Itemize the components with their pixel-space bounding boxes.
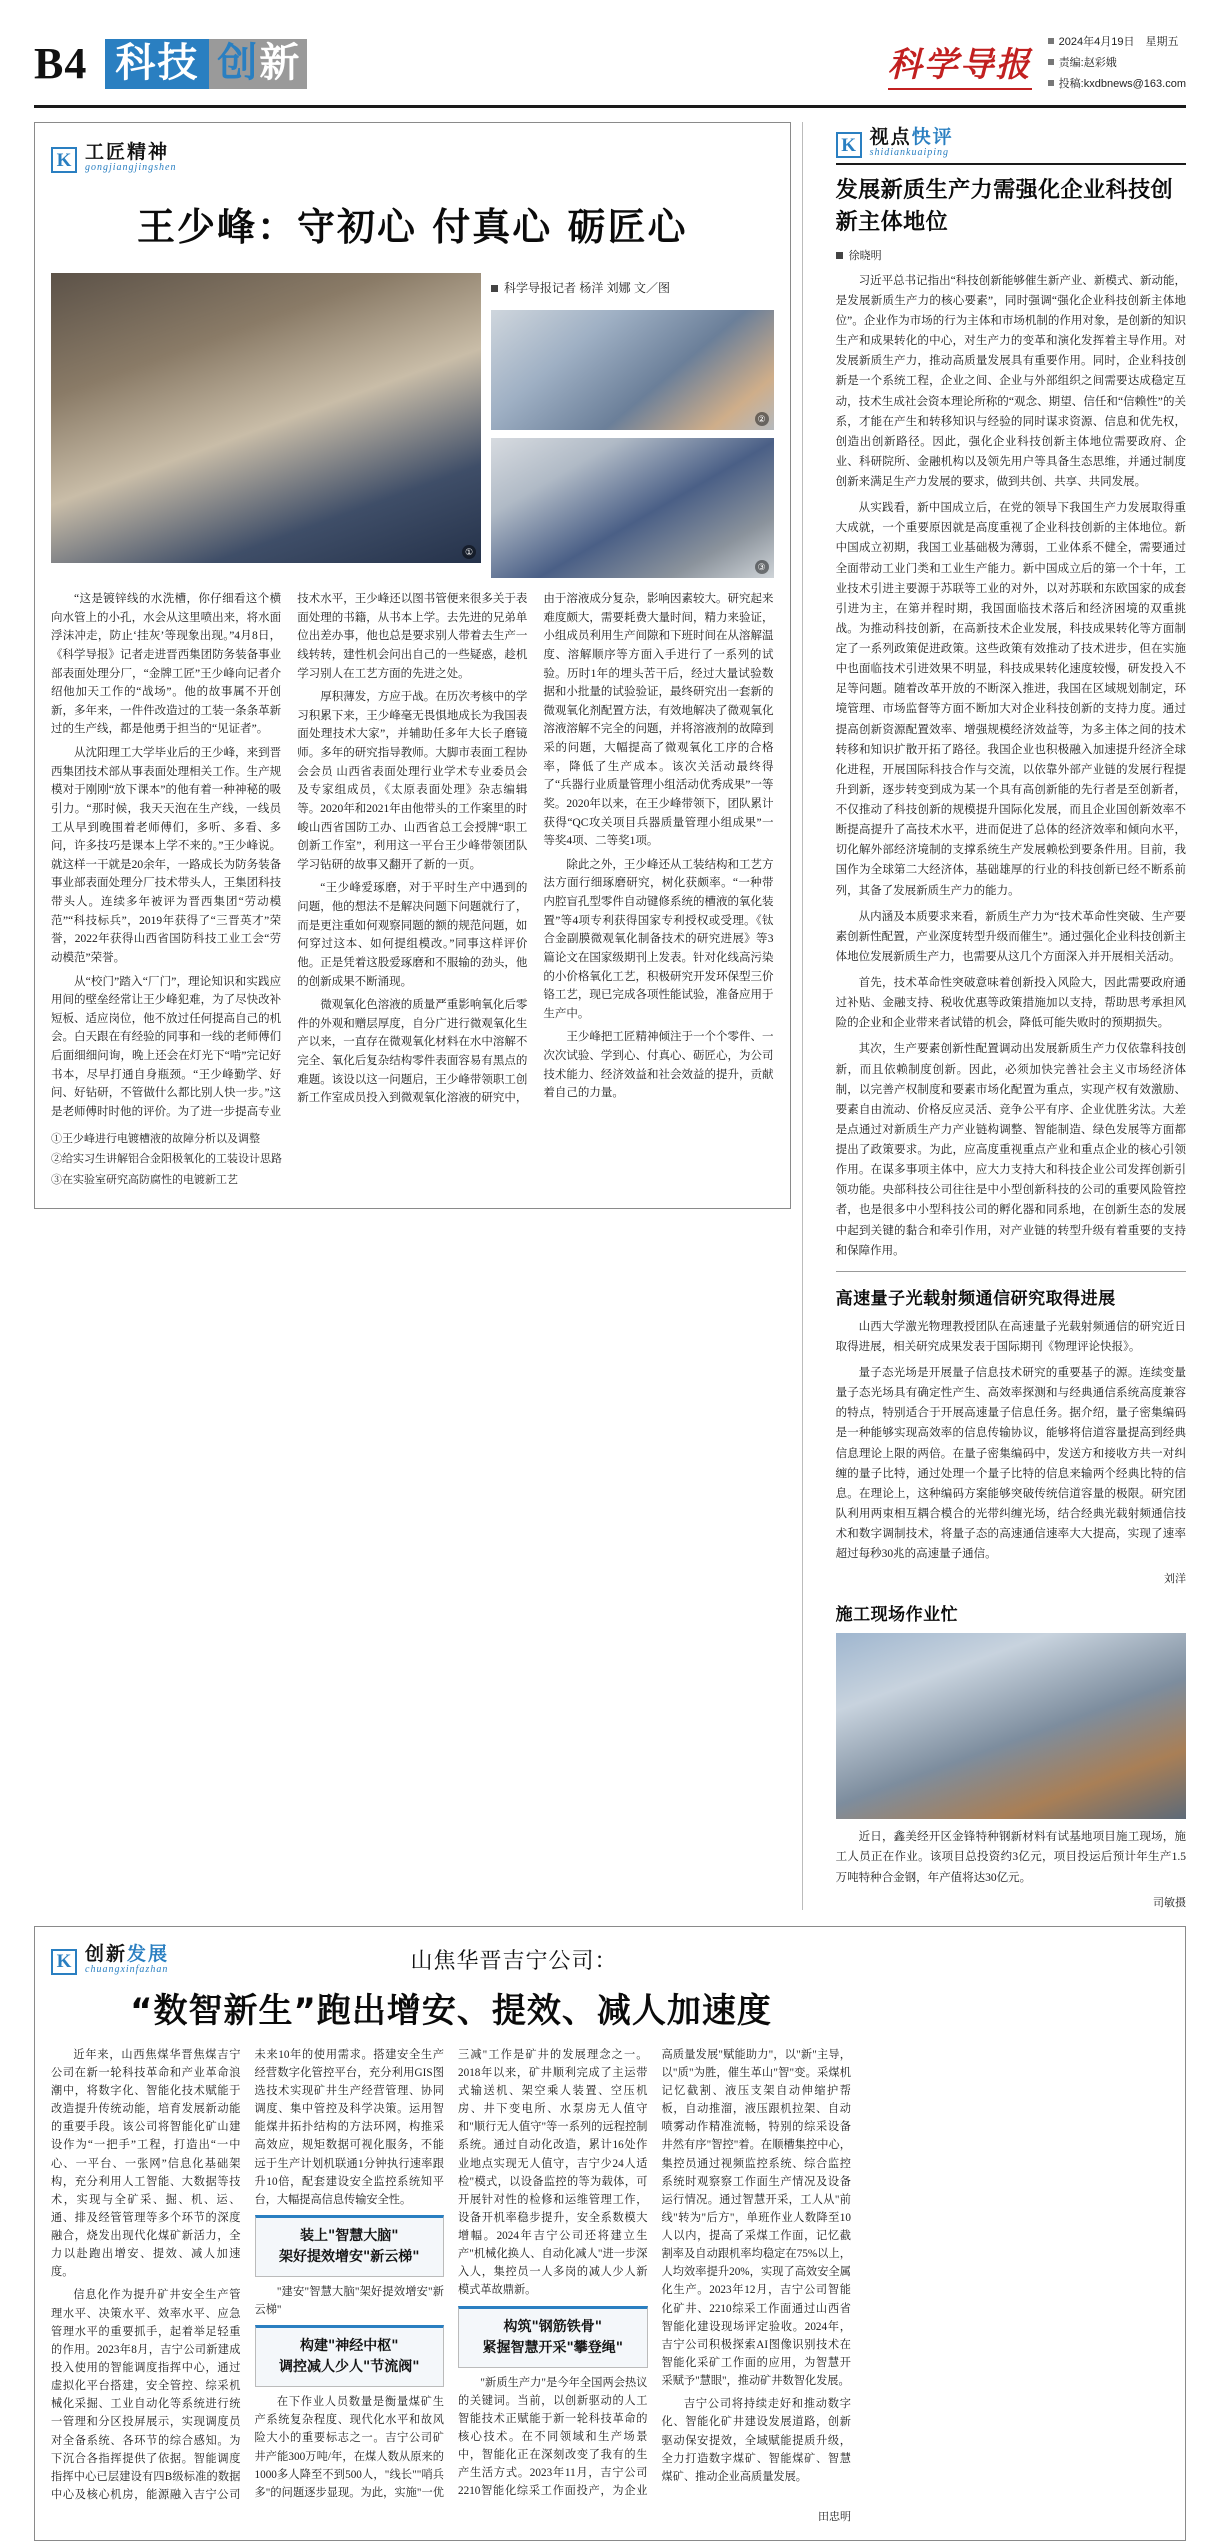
issue-info [1048,32,1186,95]
bottom-paragraph: 信息化作为提升矿井安全生产管理水平、决策水平、效率水平、应急管理水平的重要抓手，起着举足轻重的作用。2023年8月，吉宁公司新建成投入使用的智能调度指挥中心，通过虚拟化平台搭建，安全管控、综采机械化采掘、工业自动化等系统进行统一管理和分区投屏展示，实现调度员对全备系统、各环节的综合感知。为下沉合各指挥提供了依据。智能调度指挥中心已层建设有四B级标准的数据中心及核心机房，能源融入吉宁公司未来10年的使用需求。搭建安全生产经营数字化管控平台，充分利用GIS图选技术实现矿井生产经营管理、协同调度、集中管控及科学决策。运用智能煤井拓扑结构的方法环网，构推采高效应，规矩数据可视化服务，不能远于生产计划机联通1分钟执行速率跟升10倍，配套建设安全监控系统知平台，大幅提高信息传输安全性。 [51,2048,444,2502]
quantum-article-signature: 刘洋 [1164,1573,1186,1586]
divider [836,1271,1186,1272]
opinion-column-title-part1: 视点 [869,126,912,148]
innovation-title-part2: 发展 [127,1942,170,1965]
section-brand [105,39,307,89]
subhead-box-2-line1: 构建"神经中枢" [299,2338,399,2355]
opinion-paragraph: 从内涵及本质要求来看，新质生产力为“技术革命性突破、生产要素创新性配置，产业深度转型升级而催生”。通过强化企业科技创新主体地位发展新质生产力，也需要从这几个方面深入并开展相关活动。 [835,910,1186,963]
opinion-column-head-text [870,122,954,158]
photo-main-lab [51,273,481,563]
bottom-headline: “数智新生”跑出增安、提效、减人加速度 [130,1990,772,2031]
photo-equipment-number: ③ [755,560,769,574]
right-column [836,122,1186,1910]
feature-column-head-text [85,137,176,173]
issue-submit: 投稿:kxdbnews@163.com [1048,74,1186,95]
opinion-column-head [836,122,1186,165]
feature-column-pinyin: gongjiangjingshen [85,162,177,173]
left-column [34,122,791,1910]
innovation-column-head-text [85,1939,169,1975]
bottom-article [34,1926,1186,2541]
opinion-paragraph: 习近平总书记指出“科技创新能够催生新产业、新模式、新动能，是发展新质生产力的核心要素”，同时强调“强化企业科技创新主体地位”。企业作为市场的行为主体和市场机制的作用对象，是创新的知识生产和成果转化的中心，对生产力的变革和演化发挥着主导作用。对发展新质生产力，推动高质量发展具有重要作用。同时，企业科技创新是一个系统工程，企业之间、企业与外部组织之间需要达成稳定互动，技术生成社会资本理论所称的“观念、期望、信任和“信赖性”的关系，才能在产生和转移知识与经验的同时谋求资源、信息和优先权，创造出创新路径。因此，强化企业科技创新主体地位需要政府、企业、科研院所、金融机构以及领先用户等具备生态思维，并通过制度创新来满足生产力发展的要求，做到共创、共享、共同发展。 [835,274,1186,489]
subhead-box-2-line2: 调控减人少人"节流阀" [278,2359,420,2376]
feature-paragraph: 微观氧化色溶液的质量严重影响氧化后零件的外观和赠层厚度，自分广进行微观氧化生产以来，一直存在微观氧化材料在水中溶解不完全、氧化后复杂结构零件表面容易有黑点的难题。该设以这一问题启，王少峰带领职工创新工作室成员投入到微观氧化溶液的研究中，由于溶液成分复杂，影响因素较大。研究起来难度颇大，需要耗费大量时间，精力来验证，小组成员利用生产间隙和下班时间在从溶解温度、溶解顺序等方面入手进行了一系列的试验。历时1年的埋头苦干后，经过大量试验数据和小批量的试验验证，最终研究出一套新的微观氧化剂配置方法，有效地解决了微观氧化溶液溶解不完全的问题，并将溶液剂的故障到采的问题，大幅提高了微观氧化工序的合格率，降低了生产成本。该次关活动最终得了“兵器行业质量管理小组活动优秀成果”一等奖。2020年以来，在王少峰带领下，团队累计获得“QC攻关项目兵器质量管理小组成果”一等奖4项、二等奖1项。 [297,593,774,1105]
innovation-head-spacer [177,1942,851,1975]
photo-teaching-number: ② [755,412,769,426]
feature-photo-row [51,273,774,578]
subhead-box-2 [255,2325,445,2387]
k-badge-icon: K [836,132,862,158]
opinion-body [836,271,1186,1261]
opinion-title: 发展新质生产力需强化企业科技创新主体地位 [835,178,1174,235]
photo-equipment [491,438,774,578]
feature-body [51,590,774,1122]
opinion-column-pinyin: shidiankuaiping [869,147,950,158]
feature-captions [51,1130,774,1190]
feature-column-title: 工匠精神 [85,141,170,163]
opinion-column-title-part2: 快评 [911,126,954,148]
feature-article [34,122,791,1209]
opinion-author: 徐晓明 [836,247,1186,263]
quantum-paragraph: 山西大学激光物理教授团队在高速量子光载射频通信的研究近日取得进展，相关研究成果发表于国际期刊《物理评论快报》。 [835,1320,1186,1353]
subhead-box-3-line2: 紧握智慧开采"攀登绳" [482,2339,624,2356]
bottom-left [51,1939,851,2525]
bottom-signature: 田忠明 [818,2511,851,2524]
main-body [34,122,1186,1910]
paper-logo: 科学导报 [888,37,1032,90]
construction-article-signature: 司敏摄 [1153,1896,1186,1909]
photo-teaching [491,310,774,430]
feature-paragraph: 厚积薄发，方应于战。在历次考核中的学习积累下来，王少峰毫无畏惧地成长为我国表面处理技术大家”，并辅助任多年大长子磨镜师。多年的研究指导教师。大脚市表面工程协会会员 山西省表面处理行业学术专业委员会及专家组成员，《太原表面处理》杂志编辑等。2020年和2021年由他带头的工作案里的时峻山西省国防工办、山西省总工会授牌“职工创新工作室”，利用这一平台王少峰带领团队学习钻研的故事又翻开了新的一页。 [297,691,528,871]
innovation-title-part1: 创新 [85,1942,128,1965]
bottom-kicker: 山焦华晋吉宁公司： [410,1948,618,1974]
issue-date: 2024年4月19日 星期五 [1048,32,1186,53]
feature-paragraph: 王少峰把工匠精神倾注于一个个零件、一次次试验、学到心、付真心、砺匠心，为公司技术能力、经济效益和社会效益的提升，贡献着自己的力量。 [543,1031,774,1100]
feature-byline: 科学导报记者 杨洋 刘娜 文／图 [491,279,774,296]
caption-item: ②给实习生讲解铝合金阳极氧化的工装设计思路 [51,1153,282,1166]
bottom-paragraph: 吉宁公司将持续走好和推动数字化、智能化矿井建设发展道路，创新驱动保安提效，全域赋能提质升级，全力打造数字煤矿、智能煤矿、智慧煤矿、推动企业高质量发展。 [661,2398,851,2483]
photo-main-number: ① [462,545,476,559]
bottom-paragraph: "新质生产力"是今年全国两会热议的关键词。当前，以创新驱动的人工智能技术正赋能于新一轮科技革命的核心技术。在不同领域和生产场景中，智能化正在深刻改变了我有的生产生活方式。2023年11月，吉宁公司2210智能化综采工作面投产，为企业高质量发展"赋能助力"，以"新"主导，以"质"为胜，催生革山"智"变。采煤机记忆截割、液压支架自动伸缩护帮板，自动推溜，液压跟机拉架、自动喷雾动作精准流畅，特别的综采设备井然有序"智控"着。在顺槽集控中心，集控员通过视频监控系统、综合监控系统时观察察工作面生产情况及设备运行情况。通过智慧开采，工人从"前线"转为"后方"，单班作业人数降至10人以内，提高了采煤工作面，记忆截割率及自动跟机率均稳定在75%以上，人均效率提升20%，实现了高效安全属化生产。2023年12月，吉宁公司智能化矿井、2210综采工作面通过山西省智能化建设现场评定验收。2024年，吉宁公司积极探索AI图像识别技术在智能化采矿工作面的应用，为智慧开采赋予"慧眼"，推动矿井数智化发展。 [458,2048,851,2498]
quantum-article-title: 高速量子光载射频通信研究取得进展 [835,1288,1116,1309]
construction-paragraph: 近日，鑫美经开区金锋特种钢新材料有试基地项目施工现场，施工人员正在作业。该项目总投资约3亿元，项目投运后预计年生产1.5万吨特种合金钢，年产值将达30亿元。 [835,1831,1186,1884]
masthead-right [888,32,1186,95]
feature-paragraph: 从沈阳理工大学毕业后的王少峰，来到晋西集团技术部从事表面处理相关工作。生产规模对于刚刚“放下课本”的他有着一种神秘的吸引力。“那时候，我天天泡在生产线，一线员工从早到晚围着老师傅们，多听、多看、多问，许多技巧是课本上学不来的。”王少峰说。就这样一干就是20余年，一路成长为防务装备事业部表面处理分厂技术带头人，王集团科技带头人。连续多年被评为晋西集团“劳动模范”“科技标兵”，2019年获得了“三晋英才”荣誉，2022年获得山西省国防科技工业工会“劳动模范”荣誉。 [51,747,282,964]
innovation-column-title [85,1939,169,1966]
innovation-column-pinyin: chuangxinfazhan [85,1963,169,1975]
innovation-column-head [51,1939,851,1975]
bottom-paragraph: 在下作业人员数量是衡量煤矿生产系统复杂程度、现代化水平和故风险大小的重要标志之一。吉宁公司矿井产能300万吨/年，在煤人数从原来的1000多人降至不到500人，"线长""哨兵多"的问题逐步显现。为此，实施"一优三减"工作是矿井的发展理念之一。2018年以来，矿井顺利完成了主运带式输送机、架空乘人装置、空压机房、井下变电所、水泵房无人值守和"顺行无人值守"等一系列的远程控制系统。通过自动化改造，累计16处作业地点实现无人值守，吉宁少24人适检"模式，以设备监控的等为载体，可开展针对性的检修和运维管理工作，设备开机率稳步提升，安全系数模大增幅。2024年吉宁公司还将建立生产"机械化换人、自动化减人"进一步深入人，集控员一人多岗的减人少人新模式革故鼎新。 [254,2048,648,2499]
bottom-body [51,2046,851,2505]
opinion-column-title [870,122,954,149]
masthead [34,22,1186,108]
feature-photo-side [491,273,774,578]
page-number: B4 [34,39,88,88]
photo-construction-site [836,1633,1186,1819]
issue-editor: 责编:赵彩娥 [1048,53,1186,74]
feature-column-head [51,137,774,178]
feature-paragraph: 从“校门”踏入“厂门”，理论知识和实践应用间的壁垒经常让王少峰犯难，为了尽快改补短板、适应岗位，他不放过任何提高自己的机会。白天跟在有经验的同事和一线的老师傅们后面细细问询，晚上还会在灯光下“啃”完记好书本，尽早打通自身瓶颈。“王少峰勤学、好问、好钻研，不管做什么都比别人快一步。”这是老师傅时时他的评价。为了进一步提高专业技术水平，王少峰还以图书管便来很多关于表面处理的书籍，从书本上学。去先进的兄弟单位出差办事，他也总是要求别人带着去生产一线转转，建性机会问出自己的一些疑惑，趁机学习别人在工艺方面的先进之处。 [51,593,528,1118]
k-badge-icon: K [51,147,77,173]
caption-item: ③在实验室研究高防腐性的电镀新工艺 [51,1173,238,1186]
k-badge-icon: K [51,1949,77,1975]
caption-item: ①王少峰进行电镀槽液的故障分析以及调整 [51,1132,260,1145]
opinion-paragraph: 从实践看，新中国成立后，在党的领导下我国生产力发展取得重大成就，一个重要原因就是高度重视了企业科技创新的主体地位。新中国成立初期，我国工业基础极为薄弱，工业体系不健全，需要通过全面带动工业门类和工业生产能力。新中国成立后的第一个十年，工业技术引进主要源于苏联等工业的对外，以对苏联和东欧国家的成套引进为主，在第并程时期，我国面临技术落后和经济困境的双重挑战。为推动科技创新，在高新技术企业发展，科技成果转化等方面制定了一系列政策促进政策。这些政策有效推动了技术进步，但在实施中也面临技术引进效果不明显，科技成果转化速度较慢，研发投入不足等问题。随着改革开放的不断深入推进，我国在区域规划制定，环境管理、市场监督等方面不断加大对企业科技创新的支持力度。通过提高创新资源配置效率、增强规模经济效益等，为多主体之间的技术转移和知识扩散开拓了路径。我国企业也积极融入加速提升经济全球化进程，开展国际科技合作与交流，以依靠外部产业链的发展行程提升到新，逐步转变到成为某一个具有高创新能的先行者是至创新者，不仅推动了科技创新的规模提升国际化发展，而且企业国创新效率不断提高提升了高技术水平，进而促进了总体的经济效率和倾向水平，切化解外部经济境制的支撑系统生产发展赖松到要条件用。目前，我国作为全球第二大经济体，基础雄厚的行业的科技创新已经不断系前列，其备了发展新质生产力的能力。 [835,502,1186,897]
subhead-box-3 [458,2306,648,2368]
column-divider [802,122,803,1910]
subhead-box-1-line2: 架好提效增安"新云梯" [278,2248,420,2265]
construction-article-title: 施工现场作业忙 [835,1605,959,1626]
opinion-paragraph: 首先，技术革命性突破意味着创新投入风险大，因此需要政府通过补贴、金融支持、税收优惠等政策措施加以支持，帮助思考承担风险的企业和企业带来者试错的机会，降低可能失败时的预期损失。 [835,977,1186,1030]
section-label-keji: 科技 [105,39,209,89]
section-label-xin: 新 [259,39,302,86]
section-label-chuang: 创 [217,39,260,86]
feature-paragraph: “王少峰爱琢磨，对于平时生产中遇到的问题，他的想法不是解决问题下问题就行了，而是更注重如何观察同题的额的规范问题，如何穿过这本、如何提组模改。”同事这样评价他。正是凭着这股爱琢磨和不服输的劲头，他的创新成果不断涌现。 [297,882,528,988]
subhead-box-3-line1: 构筑"钢筋铁骨" [503,2318,603,2335]
subhead-box-1-line1: 装上"智慧大脑" [299,2227,399,2244]
opinion-paragraph: 其次，生产要素创新性配置调动出发展新质生产力仅依靠科技创新，而且依赖制度创新。因此，必须加快完善社会主义市场经济体制，以完善产权制度和要素市场化配置为重点，实现产权有效激励、要素自由流动、价格反应灵活、竞争公平有序、企业优胜劣汰。大差是点通过对新质生产力产业链构调整、智能制造、绿色发展等方面都提出了政策要求。为此，应高度重视重点产业和重点企业的核心引领作用。在谋多事项主体中，应大力支持大和科技企业公司发挥创新引领功能。央部科技公司往往是中小型创新科技的公司的重要风险管控者，也是很多中小型科技公司的孵化器和同系地，在创新生态的发展中起到关键的黏合和牵引作用，对产业链的转型升级有着重要的支持和保障作用。 [835,1043,1186,1257]
bottom-paragraph: "建安"智慧大脑"架好提效增安"新云梯" [254,2285,444,2317]
feature-headline: 王少峰：守初心 付真心 砺匠心 [137,205,688,249]
feature-paragraph: “这是镀锌线的水洗槽，你仔细看这个横向水管上的小孔，水会从这里喷出来，将水面浮沫冲走，防止‘挂灰’等现象出现。”4月8日，《科学导报》记者走进晋西集团防务装备事业部表面处理分厂，“金牌工匠”王少峰向记者介绍他加天工作的“战场”。他的故事属不开创新，多年来，一件件改造过的工装一条条革新过的生产线，都是他勇于担当的“见证者”。 [51,593,282,736]
feature-photo-main-wrap [51,273,481,578]
quantum-paragraph: 量子态光场是开展量子信息技术研究的重要基子的源。连续变量量子态光场具有确定性产生、高效率探测和与经典通信系统高度兼容的特点，特别适合于开展高速量子信息任务。据介绍，量子密集编码是一种能够实现高效率的信息传输协议，能够将信道容量提高到经典信息理论上限的两倍。在量子密集编码中，发送方和接收方共一对纠缠的量子比特，通过处理一个量子比特的信息来输两个经典比特的信息。在理论上，这种编码方案能够突破传统信道容量的极限。研究团队利用两束相互耦合模合的光带纠缠光场，结合经典光载射频通信技术和数字调制技术，将量子态的高速通信速率大大提高，实现了速率超过每秒30兆的高速量子通信。 [835,1367,1186,1561]
quantum-article-body [836,1317,1186,1565]
feature-paragraph: 除此之外，王少峰还从工装结构和工艺方法方面行细琢磨研究，树化获颇率。“一种带内腔盲孔型零件自动键修系统的槽液的氧化装置”等4项专利获得国家专利授权或受理。《钛合金副膜微观氧化制备技术的研究进展》等3篇论文在国家级期刊上发表。针对化线高污染的小价格氧化工艺，积极研究开发环保型三价铬工艺，现已完成各项性能试验，准备应用于生产中。 [543,858,774,1020]
subhead-box-1 [255,2215,445,2277]
construction-article-body [836,1827,1186,1887]
bottom-paragraph: 近年来，山西焦煤华晋焦煤吉宁公司在新一轮科技革命和产业革命浪潮中，将数字化、智能化技术赋能于改造提升传统动能，培育发展新动能的重要手段。该公司将智能化矿山建设作为“一把手”工程，打造出“一中心、一平台、一张网”信息化基础架构，充分利用人工智能、大数据等技术，实现与全矿采、掘、机、运、通、排及经管管理等多个环节的深度融合，烧发出现代化煤矿新活力，全力以赴跑出增安、提效、减人加速度。 [51,2048,241,2279]
newspaper-page [0,22,1220,2524]
section-label-chuangxin [209,39,307,89]
